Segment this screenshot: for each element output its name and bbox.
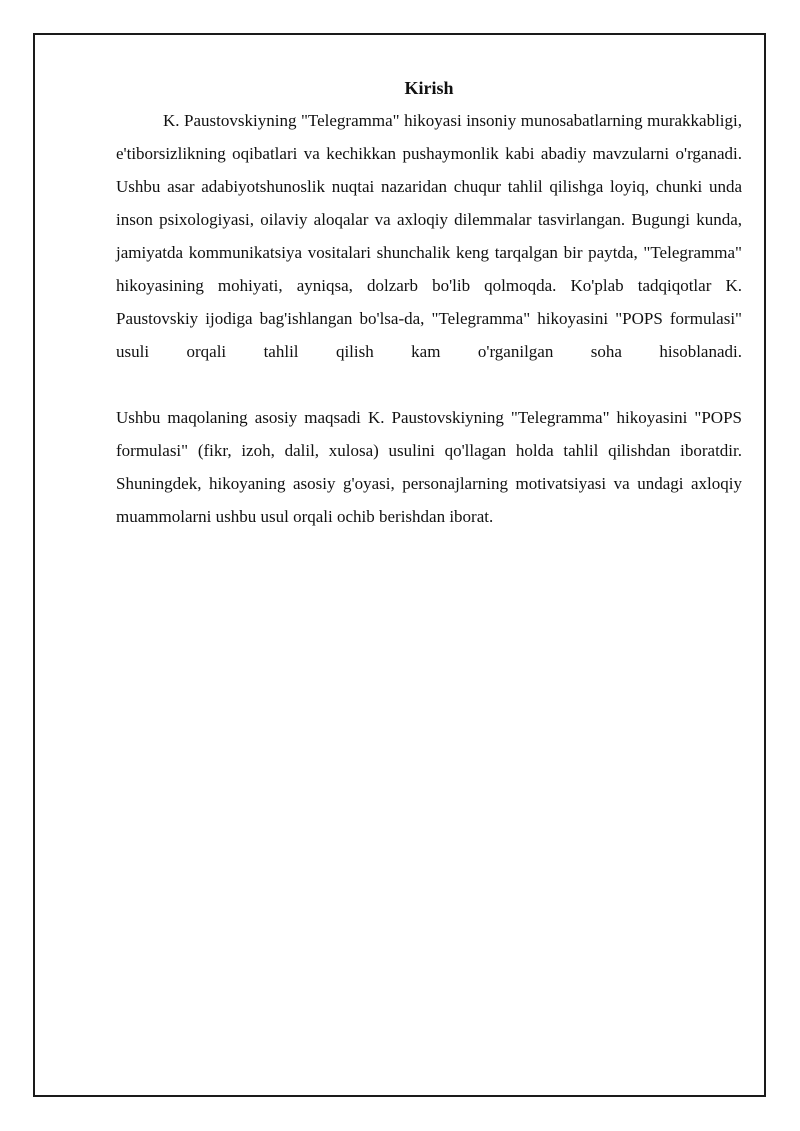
page-content [116, 73, 742, 533]
paragraph-aim: Ushbu maqolaning asosiy maqsadi K. Paustovskiyning "Telegramma" hikoyasini "POPS formulasi" (fikr, izoh, dalil, xulosa) usulini qo'llagan holda tahlil qilishdan iboratdir. Shuningdek, hikoyaning asosiy g'oyasi, personajlarning motivatsiyasi va undagi axloqiy muammolarni ushbu usul orqali ochib berishdan iborat. [116, 408, 742, 526]
paragraph-intro: K. Paustovskiyning "Telegramma" hikoyasi insoniy munosabatlarning murakkabligi, e'tiborsizlikning oqibatlari va kechikkan pushaymonlik kabi abadiy mavzularni o'rganadi. Ushbu asar adabiyotshunoslik nuqtai nazaridan chuqur tahlil qilishga loyiq, chunki unda inson psixologiyasi, oilaviy aloqalar va axloqiy dilemmalar tasvirlangan. Bugungi kunda, jamiyatda kommunikatsiya vositalari shunchalik keng tarqalgan bir paytda, "Telegramma" hikoyasining mohiyati, ayniqsa, dolzarb bo'lib qolmoqda. Ko'plab tadqiqotlar K. Paustovskiy ijodiga bag'ishlangan bo'lsa-da, "Telegramma" hikoyasini "POPS formulasi" usuli orqali tahlil qilish kam o'rganilgan soha hisoblanadi. [116, 111, 742, 361]
paragraph-gap [116, 368, 742, 401]
section-title: Kirish [404, 78, 454, 98]
